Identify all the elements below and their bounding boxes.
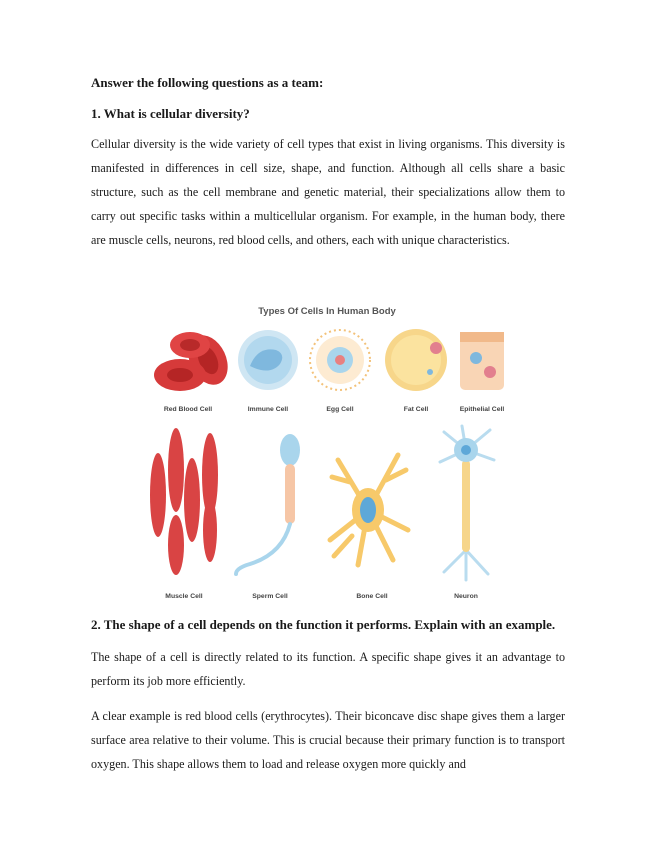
question-1-answer: Cellular diversity is the wide variety of cell types that exist in living organisms. This diversity is manifested in differences in cell size, shape, and function. Although all cells share a basic structure, such as the cell membrane and genetic material, their specializations allow them to carry out specific tasks within a multicellular organism. For example, in the human body, there are muscle cells, neurons, red blood cells, and others, each with unique characteristics. <box>91 137 565 247</box>
neuron-illustration <box>440 426 494 580</box>
label-muscle-cell: Muscle Cell <box>165 593 203 600</box>
question-2-heading: 2. The shape of a cell depends on the function it performs. Explain with an example. <box>91 617 556 632</box>
label-red-blood-cell: Red Blood Cell <box>163 406 213 413</box>
label-egg-cell: Egg Cell <box>326 406 354 413</box>
fat-cell-illustration <box>385 329 447 391</box>
bone-cell-illustration <box>330 455 408 565</box>
sperm-cell-illustration <box>236 434 300 574</box>
label-immune-cell: Immune Cell <box>247 406 289 413</box>
red-blood-cell-illustration <box>154 329 235 391</box>
epithelial-cell-illustration <box>460 332 504 390</box>
egg-cell-illustration <box>310 330 370 390</box>
question-1-heading: 1. What is cellular diversity? <box>91 106 250 121</box>
question-2-answer-paragraph-1: The shape of a cell is directly related to its function. A specific shape gives it an advantage to perform its job more efficiently. <box>91 650 565 688</box>
immune-cell-illustration <box>238 330 298 390</box>
label-epithelial-cell: Epithelial Cell <box>459 406 505 413</box>
label-bone-cell: Bone Cell <box>356 593 388 600</box>
question-2-answer-paragraph-2: A clear example is red blood cells (erythrocytes). Their biconcave disc shape gives them a larger surface area relative to their volume. This is crucial because their primary function is to transport oxygen. This shape allows them to load and release oxygen more quickly and <box>91 709 565 771</box>
label-neuron: Neuron <box>454 593 478 600</box>
label-fat-cell: Fat Cell <box>403 406 429 413</box>
figure-title: Types Of Cells In Human Body <box>258 306 396 317</box>
label-sperm-cell: Sperm Cell <box>252 593 288 600</box>
cell-types-figure <box>140 300 515 605</box>
intro-heading: Answer the following questions as a team: <box>91 75 324 90</box>
muscle-cell-illustration <box>150 428 218 575</box>
